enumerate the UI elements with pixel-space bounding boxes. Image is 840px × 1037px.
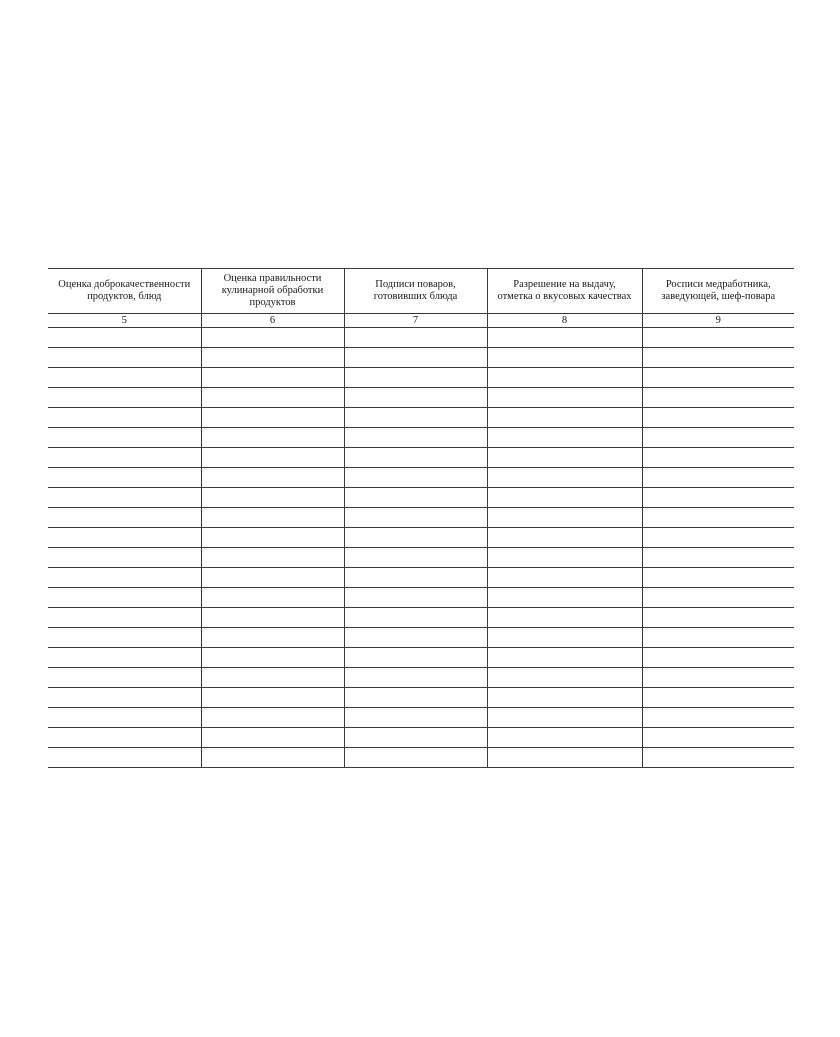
table-cell bbox=[642, 388, 794, 408]
table-row bbox=[48, 668, 794, 688]
table-cell bbox=[344, 628, 487, 648]
table-row bbox=[48, 528, 794, 548]
column-number: 8 bbox=[487, 314, 642, 328]
table-cell bbox=[201, 508, 344, 528]
table-cell bbox=[642, 508, 794, 528]
table-cell bbox=[201, 388, 344, 408]
table-cell bbox=[344, 508, 487, 528]
table-cell bbox=[344, 408, 487, 428]
table-cell bbox=[201, 548, 344, 568]
table-cell bbox=[48, 368, 201, 388]
table-cell bbox=[487, 428, 642, 448]
table-cell bbox=[201, 428, 344, 448]
table-cell bbox=[48, 648, 201, 668]
table-cell bbox=[48, 428, 201, 448]
table-cell bbox=[642, 528, 794, 548]
table-cell bbox=[487, 528, 642, 548]
table-cell bbox=[487, 628, 642, 648]
column-header-quality: Оценка доброкачественности продуктов, блюд bbox=[48, 269, 201, 314]
table-cell bbox=[201, 368, 344, 388]
table-cell bbox=[642, 448, 794, 468]
table-cell bbox=[344, 368, 487, 388]
table-cell bbox=[344, 328, 487, 348]
table-row bbox=[48, 328, 794, 348]
table-cell bbox=[642, 428, 794, 448]
table-row bbox=[48, 408, 794, 428]
table-cell bbox=[48, 668, 201, 688]
table-cell bbox=[48, 608, 201, 628]
table-cell bbox=[642, 668, 794, 688]
table-cell bbox=[344, 608, 487, 628]
table-cell bbox=[642, 628, 794, 648]
table-cell bbox=[642, 548, 794, 568]
column-number: 9 bbox=[642, 314, 794, 328]
table-cell bbox=[201, 348, 344, 368]
table-cell bbox=[642, 728, 794, 748]
table-cell bbox=[344, 728, 487, 748]
table-cell bbox=[344, 528, 487, 548]
table-row bbox=[48, 448, 794, 468]
table-cell bbox=[344, 748, 487, 768]
table-cell bbox=[642, 468, 794, 488]
table-cell bbox=[487, 348, 642, 368]
table-row bbox=[48, 608, 794, 628]
table-cell bbox=[201, 528, 344, 548]
table-row bbox=[48, 488, 794, 508]
table-cell bbox=[487, 728, 642, 748]
column-header-staff-signatures: Росписи медработника, заведующей, шеф-повара bbox=[642, 269, 794, 314]
table-cell bbox=[487, 608, 642, 628]
table-cell bbox=[201, 568, 344, 588]
table-cell bbox=[487, 568, 642, 588]
table-cell bbox=[201, 748, 344, 768]
table-cell bbox=[344, 688, 487, 708]
column-number: 7 bbox=[344, 314, 487, 328]
table-cell bbox=[487, 328, 642, 348]
table-cell bbox=[48, 568, 201, 588]
table-cell bbox=[48, 748, 201, 768]
table-cell bbox=[201, 688, 344, 708]
table-cell bbox=[642, 588, 794, 608]
table-cell bbox=[642, 368, 794, 388]
table-cell bbox=[642, 328, 794, 348]
table-cell bbox=[487, 548, 642, 568]
table-cell bbox=[487, 648, 642, 668]
table-cell bbox=[201, 708, 344, 728]
table-cell bbox=[487, 468, 642, 488]
table-cell bbox=[344, 668, 487, 688]
table-cell bbox=[642, 648, 794, 668]
table-cell bbox=[344, 448, 487, 468]
table-cell bbox=[487, 588, 642, 608]
column-number: 5 bbox=[48, 314, 201, 328]
table-cell bbox=[344, 648, 487, 668]
table-cell bbox=[201, 608, 344, 628]
table-cell bbox=[201, 408, 344, 428]
table-row bbox=[48, 728, 794, 748]
table-cell bbox=[344, 588, 487, 608]
table-cell bbox=[487, 748, 642, 768]
table-cell bbox=[48, 628, 201, 648]
table-cell bbox=[487, 488, 642, 508]
column-number-row bbox=[48, 314, 794, 328]
table-cell bbox=[48, 728, 201, 748]
table-row bbox=[48, 348, 794, 368]
column-number: 6 bbox=[201, 314, 344, 328]
table-cell bbox=[642, 708, 794, 728]
table-cell bbox=[487, 668, 642, 688]
column-header-cooking-check: Оценка правильности кулинарной обработки продуктов bbox=[201, 269, 344, 314]
table-cell bbox=[487, 708, 642, 728]
table-cell bbox=[487, 688, 642, 708]
table-cell bbox=[344, 568, 487, 588]
table-cell bbox=[487, 408, 642, 428]
table-row bbox=[48, 588, 794, 608]
table-cell bbox=[48, 588, 201, 608]
table-cell bbox=[48, 408, 201, 428]
table-cell bbox=[201, 588, 344, 608]
table-cell bbox=[48, 448, 201, 468]
table-cell bbox=[48, 488, 201, 508]
table-cell bbox=[344, 548, 487, 568]
table-cell bbox=[642, 608, 794, 628]
table-row bbox=[48, 628, 794, 648]
table-row bbox=[48, 368, 794, 388]
journal-body bbox=[48, 328, 794, 768]
table-cell bbox=[344, 708, 487, 728]
table-row bbox=[48, 388, 794, 408]
table-row bbox=[48, 508, 794, 528]
table-cell bbox=[487, 448, 642, 468]
table-cell bbox=[344, 428, 487, 448]
table-row bbox=[48, 568, 794, 588]
table-cell bbox=[487, 388, 642, 408]
table-cell bbox=[48, 348, 201, 368]
table-cell bbox=[201, 648, 344, 668]
table-row bbox=[48, 548, 794, 568]
table-cell bbox=[642, 488, 794, 508]
table-cell bbox=[201, 468, 344, 488]
table-row bbox=[48, 748, 794, 768]
table-cell bbox=[201, 628, 344, 648]
table-row bbox=[48, 688, 794, 708]
table-cell bbox=[48, 528, 201, 548]
column-header-cook-signatures: Подписи поваров, готовивших блюда bbox=[344, 269, 487, 314]
table-cell bbox=[487, 508, 642, 528]
table-cell bbox=[48, 508, 201, 528]
table-row bbox=[48, 468, 794, 488]
table-row bbox=[48, 428, 794, 448]
table-cell bbox=[642, 688, 794, 708]
table-cell bbox=[201, 488, 344, 508]
table-cell bbox=[344, 388, 487, 408]
table-cell bbox=[642, 408, 794, 428]
table-cell bbox=[201, 668, 344, 688]
table-cell bbox=[344, 488, 487, 508]
table-cell bbox=[344, 348, 487, 368]
table-cell bbox=[201, 328, 344, 348]
header-row bbox=[48, 269, 794, 314]
table-cell bbox=[48, 688, 201, 708]
journal-table bbox=[48, 268, 794, 768]
table-cell bbox=[48, 468, 201, 488]
column-header-release-permission: Разрешение на выдачу, отметка о вкусовых качествах bbox=[487, 269, 642, 314]
table-row bbox=[48, 708, 794, 728]
journal-sheet bbox=[48, 268, 794, 768]
table-cell bbox=[48, 708, 201, 728]
table-row bbox=[48, 648, 794, 668]
table-cell bbox=[48, 548, 201, 568]
table-cell bbox=[642, 348, 794, 368]
table-cell bbox=[642, 748, 794, 768]
table-cell bbox=[201, 448, 344, 468]
table-cell bbox=[487, 368, 642, 388]
table-cell bbox=[344, 468, 487, 488]
table-cell bbox=[48, 328, 201, 348]
table-cell bbox=[201, 728, 344, 748]
table-cell bbox=[642, 568, 794, 588]
table-cell bbox=[48, 388, 201, 408]
